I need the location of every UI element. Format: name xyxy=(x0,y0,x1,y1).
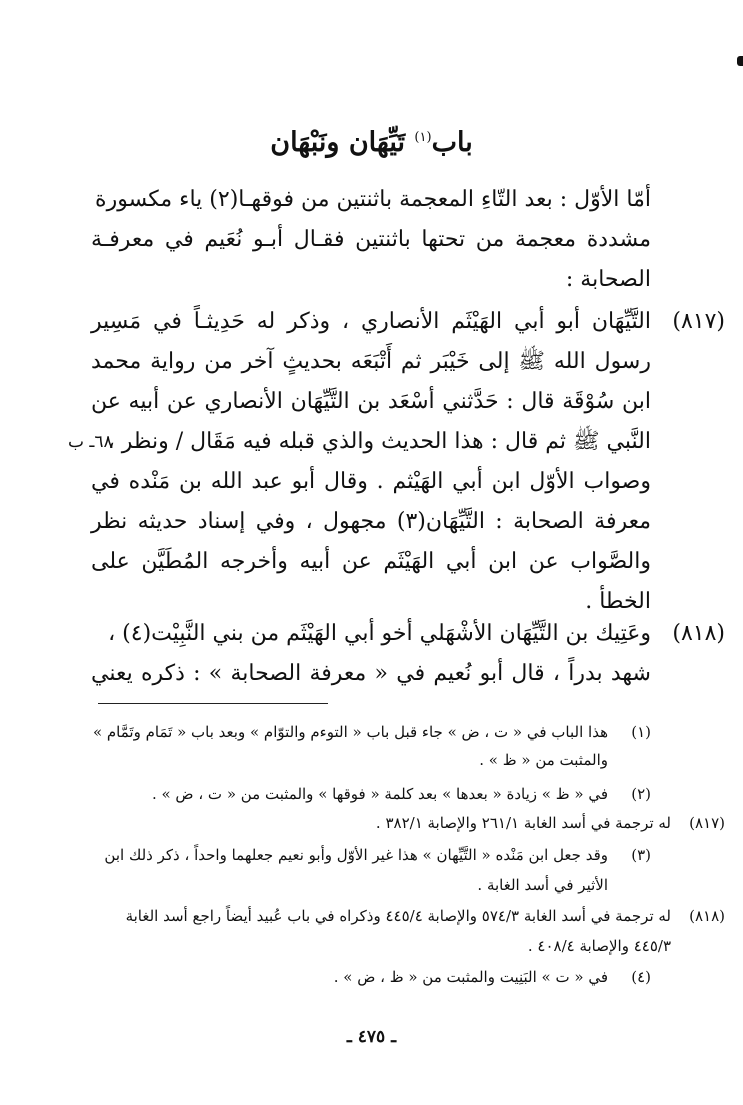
intro-line: مشددة معجمة من تحتها باثنتين فقـال أبـو نُعَيم في معرفـة xyxy=(91,227,651,252)
page-number: ـ ٤٧٥ ـ xyxy=(346,1027,397,1047)
entry-line: وعَتِيك بن التَّيِّهَان الأشْهَلي أخو أبي الهَيْثَم من بني النَّبِيْت(٤) ، xyxy=(108,621,651,646)
entry-number: (٨١٨) xyxy=(672,621,725,646)
footnote-number: (٨١٨) xyxy=(689,907,725,925)
margin-note: ٦٨ـ ب xyxy=(68,432,113,452)
intro-line: الصحابة : xyxy=(565,267,651,292)
entry-line: ابن سُوْقَة قال : حَدَّثني أسْعَد بن التَّيِّهَان الأنصاري عن أبيه عن xyxy=(91,389,651,414)
entry-number: (٨١٧) xyxy=(672,309,725,334)
title-footnote-ref: (١) xyxy=(414,130,432,145)
edge-mark xyxy=(737,56,743,66)
footnote-number: (٤) xyxy=(631,968,651,986)
footnote-line: الأثير في أسد الغابة . xyxy=(477,876,608,894)
entry-line: وصواب الأوّل ابن أبي الهَيْثم . وقال أبو عبد الله بن مَنْده في xyxy=(91,469,651,494)
entry-line: معرفة الصحابة : التَّيِّهَان(٣) مجهول ، وفي إسناد حديثه نظر xyxy=(91,509,651,534)
footnote-line: هذا الباب في « ت ، ض » جاء قبل باب « التوءم والتوّام » وبعد باب « تَمَام وتَمَّام » xyxy=(92,723,608,741)
entry-line: التَّيِّهَان أبو أبي الهَيْثَم الأنصاري ، وذكر له حَدِيثـاً في مَسِير xyxy=(91,309,651,334)
title-rest: تَيِّهَان ونَبْهَان xyxy=(270,127,406,158)
intro-line: أمّا الأوّل : بعد التّاءِ المعجمة باثنتين من فوقهـا(٢) ياء مكسورة xyxy=(95,187,651,212)
entry-line: والصَّواب عن ابن أبي الهَيْثَم عن أبيه وأخرجه المُطَيَّن على xyxy=(91,549,651,574)
footnote-number: (٨١٧) xyxy=(689,814,725,832)
entry-line: رسول الله ﷺ إلى خَيْبَر ثم أَتْبَعَه بحديثٍ آخر من رواية محمد xyxy=(91,349,651,374)
entry-line: النَّبي ﷺ ثم قال : هذا الحديث والذي قبله فيه مَقَال / ونظر ، xyxy=(107,429,651,454)
entry-line: شهد بدراً ، قال أبو نُعيم في « معرفة الصحابة » : ذكره يعني xyxy=(91,661,651,686)
footnote-number: (٣) xyxy=(631,846,651,864)
footnote-line: له ترجمة في أسد الغابة ٢٦١/١ والإصابة ٣٨٢/١ . xyxy=(375,814,671,832)
footnote-line: في « ظ » زيادة « بعدها » بعد كلمة « فوقها » والمثبت من « ت ، ض » . xyxy=(151,785,608,803)
footnote-separator xyxy=(98,703,328,704)
footnote-line: والمثبت من « ظ » . xyxy=(479,751,608,769)
chapter-title xyxy=(0,118,743,163)
entry-line: الخطأ . xyxy=(585,589,651,614)
title-word: باب xyxy=(431,127,473,158)
footnote-number: (١) xyxy=(631,723,651,741)
footnote-line: له ترجمة في أسد الغابة ٥٧٤/٣ والإصابة ٤٤٥/٤ وذكراه في باب عُبيد أيضاً راجع أسد الغابة xyxy=(125,907,671,925)
footnote-number: (٢) xyxy=(631,785,651,803)
footnote-line: في « ت » البَنِيت والمثبت من « ظ ، ض » . xyxy=(333,968,608,986)
footnote-line: وقد جعل ابن مَنْده « التَّيِّهان » هذا غير الأوّل وأبو نعيم جعلهما واحداً ، ذكر ذلك ابن xyxy=(104,846,608,864)
footnote-line: ٤٤٥/٣ والإصابة ٤٠٨/٤ . xyxy=(527,937,671,955)
